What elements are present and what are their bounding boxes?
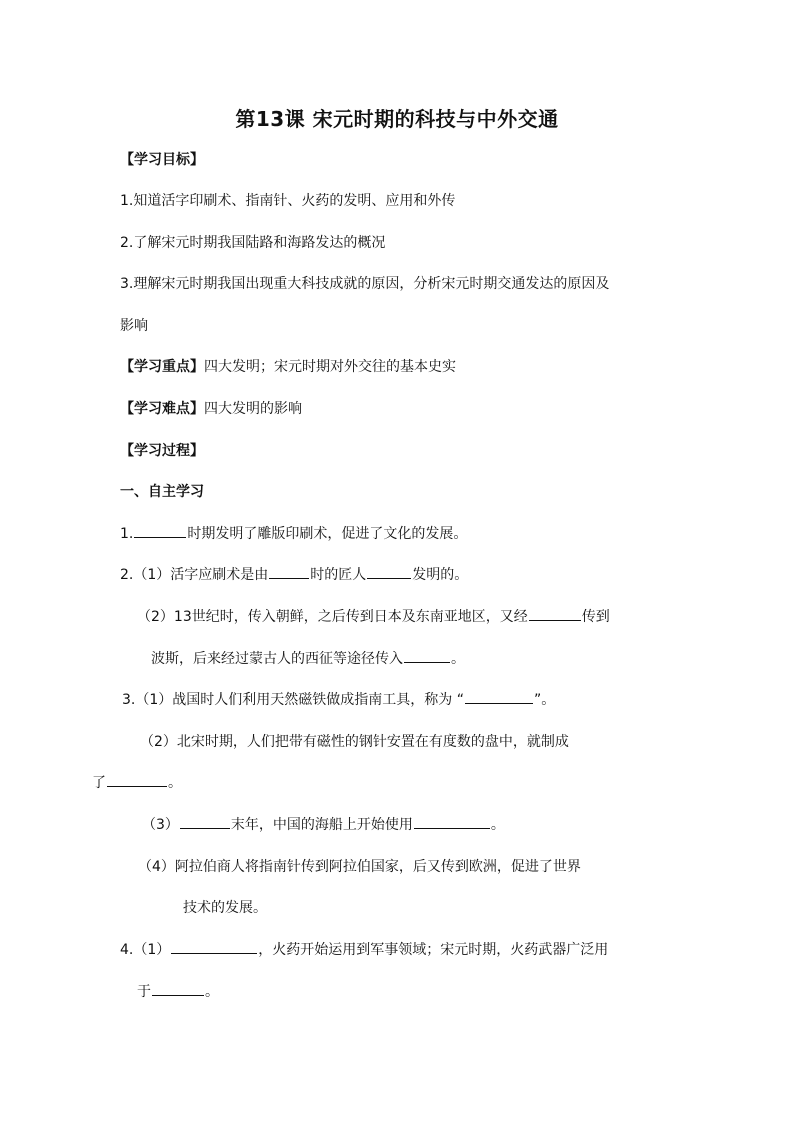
question-3-2-cont bbox=[92, 772, 182, 794]
question-4-1-cont bbox=[137, 981, 219, 1003]
difficulty-label: 【学习难点】 bbox=[120, 401, 204, 417]
answer-blank[interactable] bbox=[134, 523, 186, 538]
q1-number: 1. bbox=[120, 526, 134, 542]
answer-blank[interactable] bbox=[529, 606, 581, 621]
difficulty-points bbox=[120, 398, 302, 420]
question-3-2: （2）北宋时期，人们把带有磁性的钢针安置在有度数的盘中，就制成 bbox=[140, 734, 569, 750]
q2-2-text-c: 波斯，后来经过蒙古人的西征等途径传入 bbox=[151, 651, 403, 667]
q3-3-text-a: （3） bbox=[142, 817, 179, 833]
answer-blank[interactable] bbox=[367, 564, 411, 579]
answer-blank[interactable] bbox=[180, 814, 230, 829]
difficulty-text: 四大发明的影响 bbox=[204, 401, 302, 417]
key-points bbox=[120, 356, 456, 378]
q3-2-text-e: 。 bbox=[168, 775, 182, 791]
page-title: 第13课 宋元时期的科技与中外交通 bbox=[235, 107, 559, 131]
section-heading: 一、自主学习 bbox=[120, 484, 204, 500]
q2-2-text-d: 。 bbox=[451, 651, 465, 667]
question-1 bbox=[120, 523, 467, 545]
q4-text-b: ，火药开始运用到军事领域；宋元时期，火药武器广泛用 bbox=[258, 942, 609, 958]
q2-1-text-b: 时的匠人 bbox=[310, 567, 367, 583]
question-3-1 bbox=[122, 689, 555, 711]
answer-blank[interactable] bbox=[404, 648, 450, 663]
q4-text-d: 。 bbox=[205, 984, 219, 1000]
q2-1-text-c: 发明的。 bbox=[412, 567, 469, 583]
q4-text-a: 4.（1） bbox=[120, 942, 171, 958]
q2-2-text-a: （2）13世纪时，传入朝鲜，之后传到日本及东南亚地区，又经 bbox=[137, 609, 528, 625]
process-heading: 【学习过程】 bbox=[120, 443, 204, 459]
question-4-1 bbox=[120, 939, 608, 961]
question-2-2-cont bbox=[151, 648, 465, 670]
answer-blank[interactable] bbox=[414, 814, 490, 829]
q3-1-text-a: 3.（1）战国时人们利用天然磁铁做成指南工具，称为 “ bbox=[122, 692, 464, 708]
answer-blank[interactable] bbox=[465, 689, 533, 704]
q3-3-text-b: 末年，中国的海船上开始使用 bbox=[230, 817, 413, 833]
question-2-1 bbox=[120, 564, 468, 586]
q3-2-text-d: 了 bbox=[92, 775, 106, 791]
goal-3-line-2: 影响 bbox=[120, 318, 148, 334]
goal-1: 1.知道活字印刷术、指南针、火药的发明、应用和外传 bbox=[120, 193, 456, 209]
q1-text: 时期发明了雕版印刷术，促进了文化的发展。 bbox=[187, 526, 468, 542]
q3-3-text-c: 。 bbox=[490, 817, 505, 833]
question-3-4-cont: 技术的发展。 bbox=[183, 900, 267, 916]
q2-2-text-b: 传到 bbox=[581, 609, 610, 625]
q4-text-c: 于 bbox=[137, 984, 151, 1000]
question-3-4: （4）阿拉伯商人将指南针传到阿拉伯国家，后又传到欧洲，促进了世界 bbox=[138, 859, 581, 875]
answer-blank[interactable] bbox=[107, 772, 167, 787]
key-points-label: 【学习重点】 bbox=[120, 359, 204, 375]
key-points-text: 四大发明；宋元时期对外交往的基本史实 bbox=[204, 359, 456, 375]
answer-blank[interactable] bbox=[171, 939, 257, 954]
goal-2: 2.了解宋元时期我国陆路和海路发达的概况 bbox=[120, 235, 386, 251]
question-3-3 bbox=[142, 814, 505, 836]
question-2-2 bbox=[137, 606, 610, 628]
answer-blank[interactable] bbox=[152, 981, 204, 996]
goals-heading: 【学习目标】 bbox=[120, 152, 204, 168]
q3-1-text-b: ”。 bbox=[533, 692, 556, 708]
q2-1-text-a: 2.（1）活字应刷术是由 bbox=[120, 567, 269, 583]
answer-blank[interactable] bbox=[269, 564, 309, 579]
goal-3-line-1: 3.理解宋元时期我国出现重大科技成就的原因，分析宋元时期交通发达的原因及 bbox=[120, 276, 610, 292]
